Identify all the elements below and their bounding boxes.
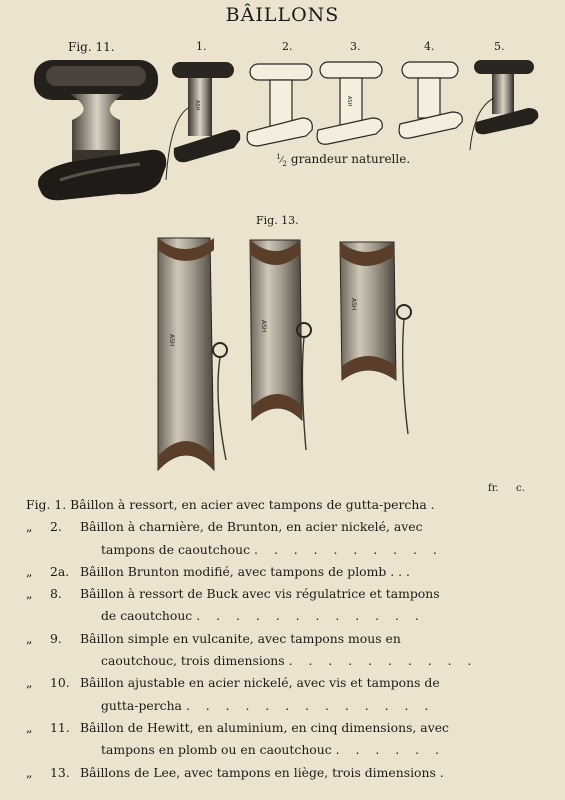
fig-13-medium-engraving: ASH: [260, 320, 267, 333]
column-header-c: c.: [516, 483, 525, 494]
legend-item: „ 11. Bâillon de Hewitt, en aluminium, en cinq dimensions, avec: [26, 719, 449, 735]
legend-item: „ 2a. Bâillon Brunton modifié, avec tampons de plomb . . .: [26, 563, 410, 579]
fig-13-gag-small: [340, 242, 411, 434]
fig-13-label: Fig. 13.: [256, 214, 299, 227]
legend-item-continuation: tampons en plomb ou en caoutchouc . . . . . .: [101, 742, 445, 758]
legend-item: „ 9. Bâillon simple en vulcanite, avec tampons mous en: [26, 630, 401, 646]
fig-13-gag-medium: [250, 240, 311, 450]
legend-item: Fig. 1. Bâillon à ressort, en acier avec tampons de gutta-percha .: [26, 497, 435, 512]
legend-item: „ 8. Bâillon à ressort de Buck avec vis régulatrice et tampons: [26, 586, 440, 602]
fig-3-label: 3.: [350, 40, 361, 53]
legend-item-continuation: tampons de caoutchouc . . . . . . . . . .: [101, 541, 443, 557]
column-header-fr: fr.: [488, 483, 499, 494]
fig-4-gag-drawing: [399, 62, 462, 138]
legend-list: [26, 494, 546, 784]
legend-item: „ 13. Bâillons de Lee, avec tampons en liège, trois dimensions .: [26, 764, 444, 780]
fig-2-gag-drawing: [247, 64, 312, 146]
fig-1-gag-drawing: [166, 62, 240, 180]
fig-13-small-engraving: ASH: [350, 298, 357, 311]
fig-4-label: 4.: [424, 40, 435, 53]
legend-item-continuation: de caoutchouc . . . . . . . . . . . .: [101, 608, 425, 624]
fig-2-label: 2.: [282, 40, 293, 53]
fig-13-large-engraving: ASH: [168, 334, 175, 347]
legend-item: „ 10. Bâillon ajustable en acier nickelé, avec vis et tampons de: [26, 675, 440, 691]
scale-text: grandeur naturelle.: [290, 152, 411, 166]
fig-1-engraving: ASH: [194, 100, 200, 111]
legend-item: „ 2. Bâillon à charnière, de Brunton, en acier nickelé, avec: [26, 519, 423, 535]
legend-item-continuation: caoutchouc, trois dimensions . . . . . . . . . .: [101, 653, 478, 669]
fig-5-label: 5.: [494, 40, 505, 53]
page-title: BÂILLONS: [225, 4, 340, 26]
fig-11-label: Fig. 11.: [68, 40, 115, 54]
fig-3-engraving: ASH: [346, 96, 352, 107]
fig-5-gag-drawing: [470, 60, 538, 150]
fig-13-gag-large: [158, 238, 227, 470]
scale-fraction: $^1⁄_2$: [276, 152, 288, 168]
fig-11-gag-drawing: [34, 60, 166, 200]
legend-item-continuation: gutta-percha . . . . . . . . . . . . .: [101, 697, 435, 713]
fig-1-label: 1.: [196, 40, 207, 53]
